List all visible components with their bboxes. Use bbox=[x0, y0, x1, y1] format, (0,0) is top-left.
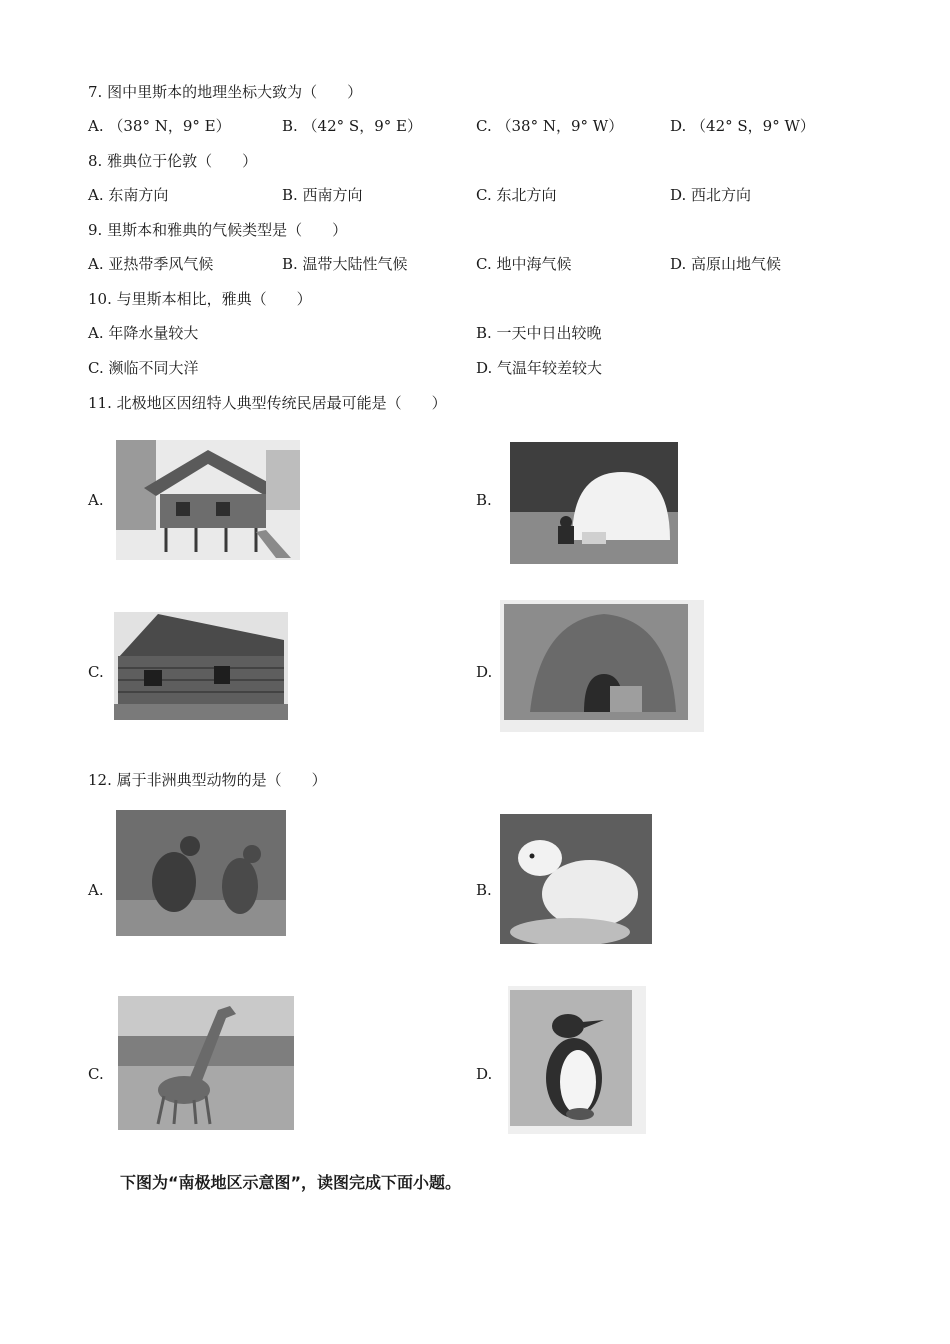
q12-label-b: B. bbox=[476, 881, 492, 899]
q12-label-c: C. bbox=[88, 1065, 104, 1083]
giraffe-photo bbox=[118, 996, 294, 1130]
q10-stem: 10. 与里斯本相比，雅典（ ） bbox=[88, 290, 312, 308]
q12-label-a: A. bbox=[88, 881, 104, 899]
q9-option-b: B. 温带大陆性气候 bbox=[282, 255, 408, 273]
q11-label-a: A. bbox=[88, 491, 104, 509]
q9-option-c: C. 地中海气候 bbox=[476, 255, 572, 273]
igloo-photo bbox=[510, 442, 678, 564]
log-cabin-photo bbox=[114, 612, 288, 720]
q11-label-d: D. bbox=[476, 663, 493, 681]
stilt-house-photo bbox=[116, 440, 300, 560]
q10-option-a: A. 年降水量较大 bbox=[88, 324, 199, 342]
q8-option-b: B. 西南方向 bbox=[282, 186, 363, 204]
q10-option-b: B. 一天中日出较晚 bbox=[476, 324, 602, 342]
penguin-photo bbox=[508, 986, 646, 1134]
q9-stem: 9. 里斯本和雅典的气候类型是（ ） bbox=[88, 221, 348, 239]
q7-option-c: C. （38° N，9° W） bbox=[476, 117, 624, 135]
thatched-hut-photo bbox=[500, 600, 704, 732]
q7-option-a: A. （38° N，9° E） bbox=[88, 117, 231, 135]
q11-label-b: B. bbox=[476, 491, 492, 509]
q10-option-c: C. 濒临不同大洋 bbox=[88, 359, 199, 377]
q11-label-c: C. bbox=[88, 663, 104, 681]
section-lead-in: 下图为“南极地区示意图”，读图完成下面小题。 bbox=[120, 1173, 462, 1192]
q7-option-d: D. （42° S，9° W） bbox=[670, 117, 815, 135]
q7-option-b: B. （42° S，9° E） bbox=[282, 117, 422, 135]
q8-stem: 8. 雅典位于伦敦（ ） bbox=[88, 152, 258, 170]
q7-stem: 7. 图中里斯本的地理坐标大致为（ ） bbox=[88, 83, 363, 101]
q12-label-d: D. bbox=[476, 1065, 493, 1083]
kangaroo-photo bbox=[116, 810, 286, 936]
q8-option-c: C. 东北方向 bbox=[476, 186, 557, 204]
q8-option-d: D. 西北方向 bbox=[670, 186, 752, 204]
q8-option-a: A. 东南方向 bbox=[88, 186, 169, 204]
q10-option-d: D. 气温年较差较大 bbox=[476, 359, 603, 377]
polar-bear-photo bbox=[500, 814, 652, 944]
q12-stem: 12. 属于非洲典型动物的是（ ） bbox=[88, 771, 327, 789]
q11-stem: 11. 北极地区因纽特人典型传统民居最可能是（ ） bbox=[88, 394, 447, 412]
q9-option-d: D. 高原山地气候 bbox=[670, 255, 782, 273]
q9-option-a: A. 亚热带季风气候 bbox=[88, 255, 214, 273]
